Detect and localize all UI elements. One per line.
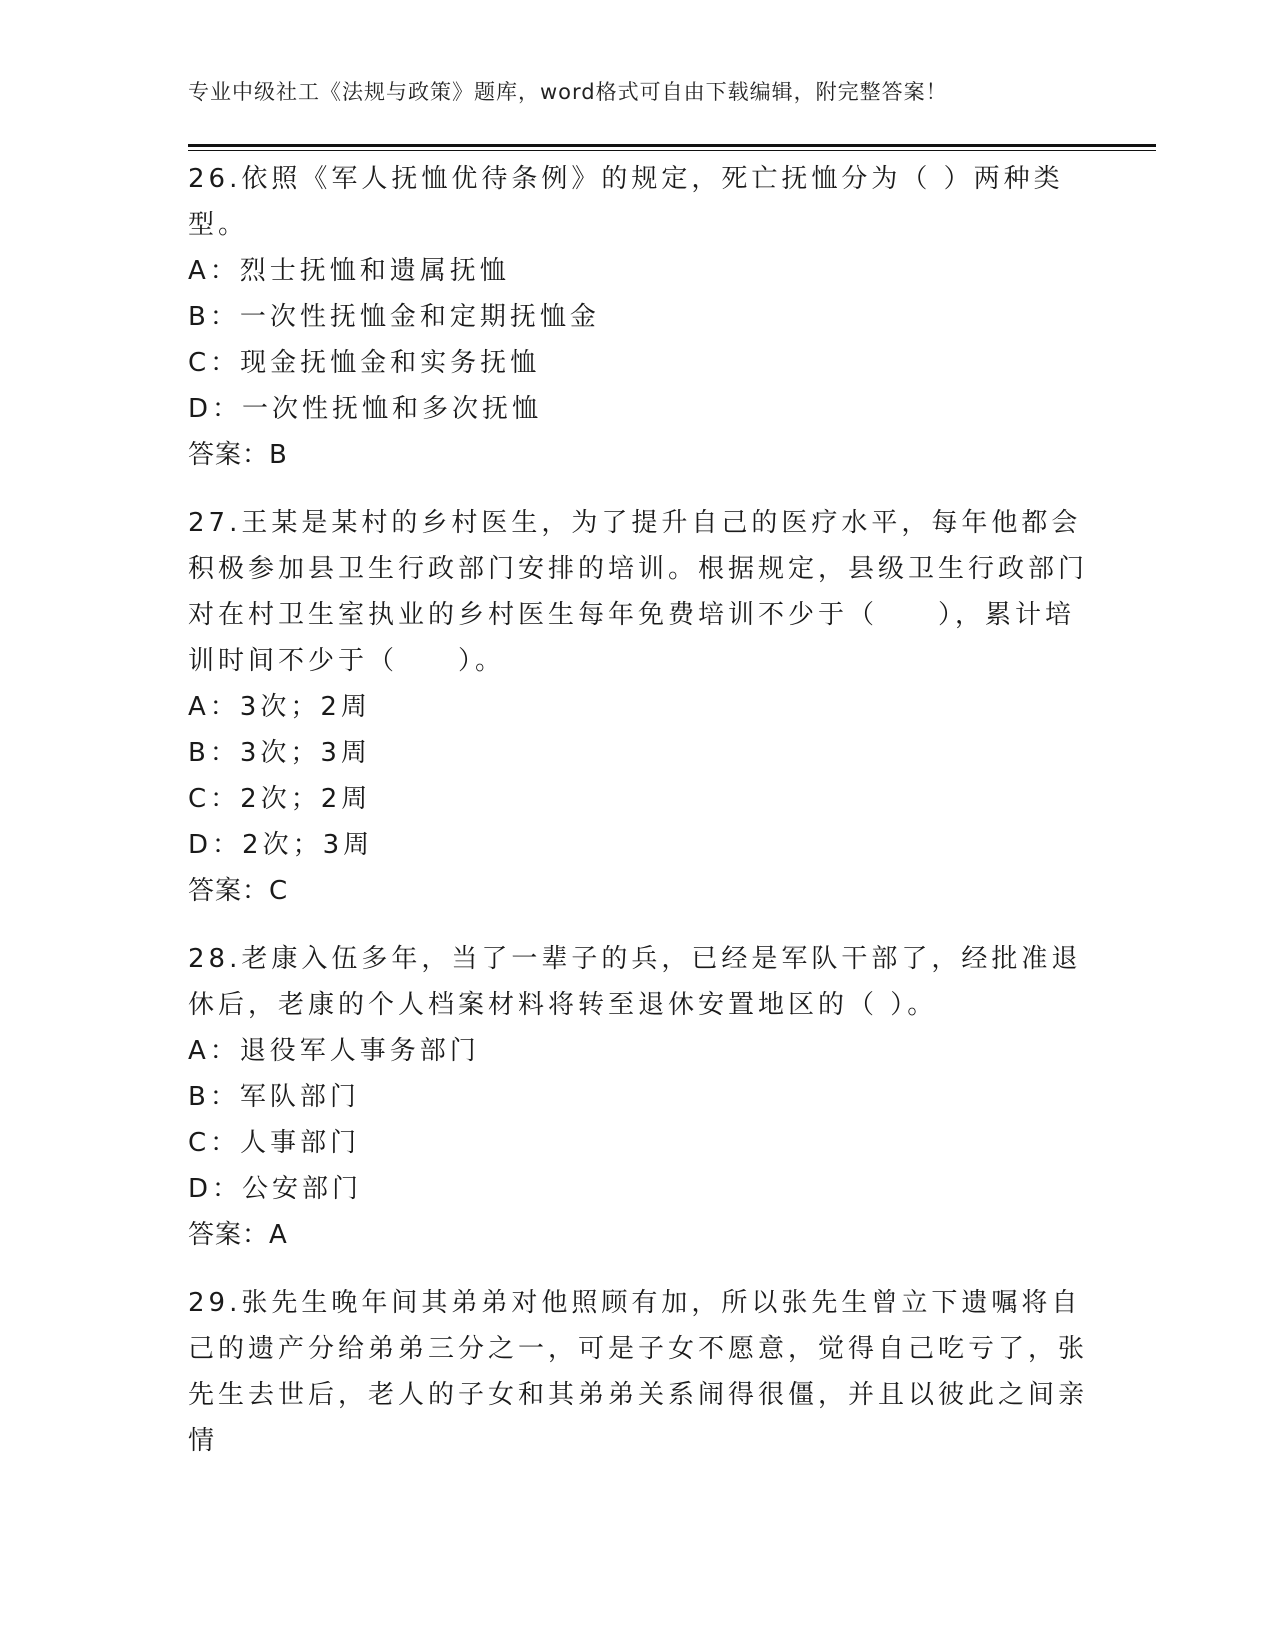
option-a: A：3次；2周 xyxy=(188,692,371,722)
option-b: B：3次；3周 xyxy=(188,738,371,768)
question-stem: 27.王某是某村的乡村医生，为了提升自己的医疗水平，每年他都会积极参加县卫生行政部门安排的培训。根据规定，县级卫生行政部门对在村卫生室执业的乡村医生每年免费培训不少于（ ），累计培训时间不少于（ ）。 xyxy=(188,508,1089,676)
question-stem: 29.张先生晚年间其弟弟对他照顾有加，所以张先生曾立下遗嘱将自己的遗产分给弟弟三分之一，可是子女不愿意，觉得自己吃亏了，张先生去世后，老人的子女和其弟弟关系闹得很僵，并且以彼此之间亲情 xyxy=(188,1288,1089,1456)
option-d: D：一次性抚恤和多次抚恤 xyxy=(188,394,543,424)
answer: 答案：A xyxy=(188,1220,288,1250)
option-c: C：现金抚恤金和实务抚恤 xyxy=(188,348,541,378)
option-a: A：烈士抚恤和遗属抚恤 xyxy=(188,256,510,286)
option-d: D：2次；3周 xyxy=(188,830,374,860)
question-list xyxy=(188,156,1088,1486)
page-header: 专业中级社工《法规与政策》题库，word格式可自由下载编辑，附完整答案！ xyxy=(188,80,948,104)
question-stem: 26.依照《军人抚恤优待条例》的规定，死亡抚恤分为（ ）两种类型。 xyxy=(188,164,1064,240)
question-27 xyxy=(188,500,1088,914)
option-c: C：2次；2周 xyxy=(188,784,372,814)
answer: 答案：B xyxy=(188,440,288,470)
option-c: C：人事部门 xyxy=(188,1128,361,1158)
header-rule-thin xyxy=(188,150,1156,151)
option-b: B：军队部门 xyxy=(188,1082,360,1112)
question-26 xyxy=(188,156,1088,478)
option-b: B：一次性抚恤金和定期抚恤金 xyxy=(188,302,600,332)
question-stem: 28.老康入伍多年，当了一辈子的兵，已经是军队干部了，经批准退休后，老康的个人档案材料将转至退休安置地区的（ ）。 xyxy=(188,944,1082,1020)
question-29 xyxy=(188,1280,1088,1464)
option-a: A：退役军人事务部门 xyxy=(188,1036,480,1066)
question-28 xyxy=(188,936,1088,1258)
header-rule-thick xyxy=(188,144,1156,147)
answer: 答案：C xyxy=(188,876,289,906)
option-d: D：公安部门 xyxy=(188,1174,363,1204)
